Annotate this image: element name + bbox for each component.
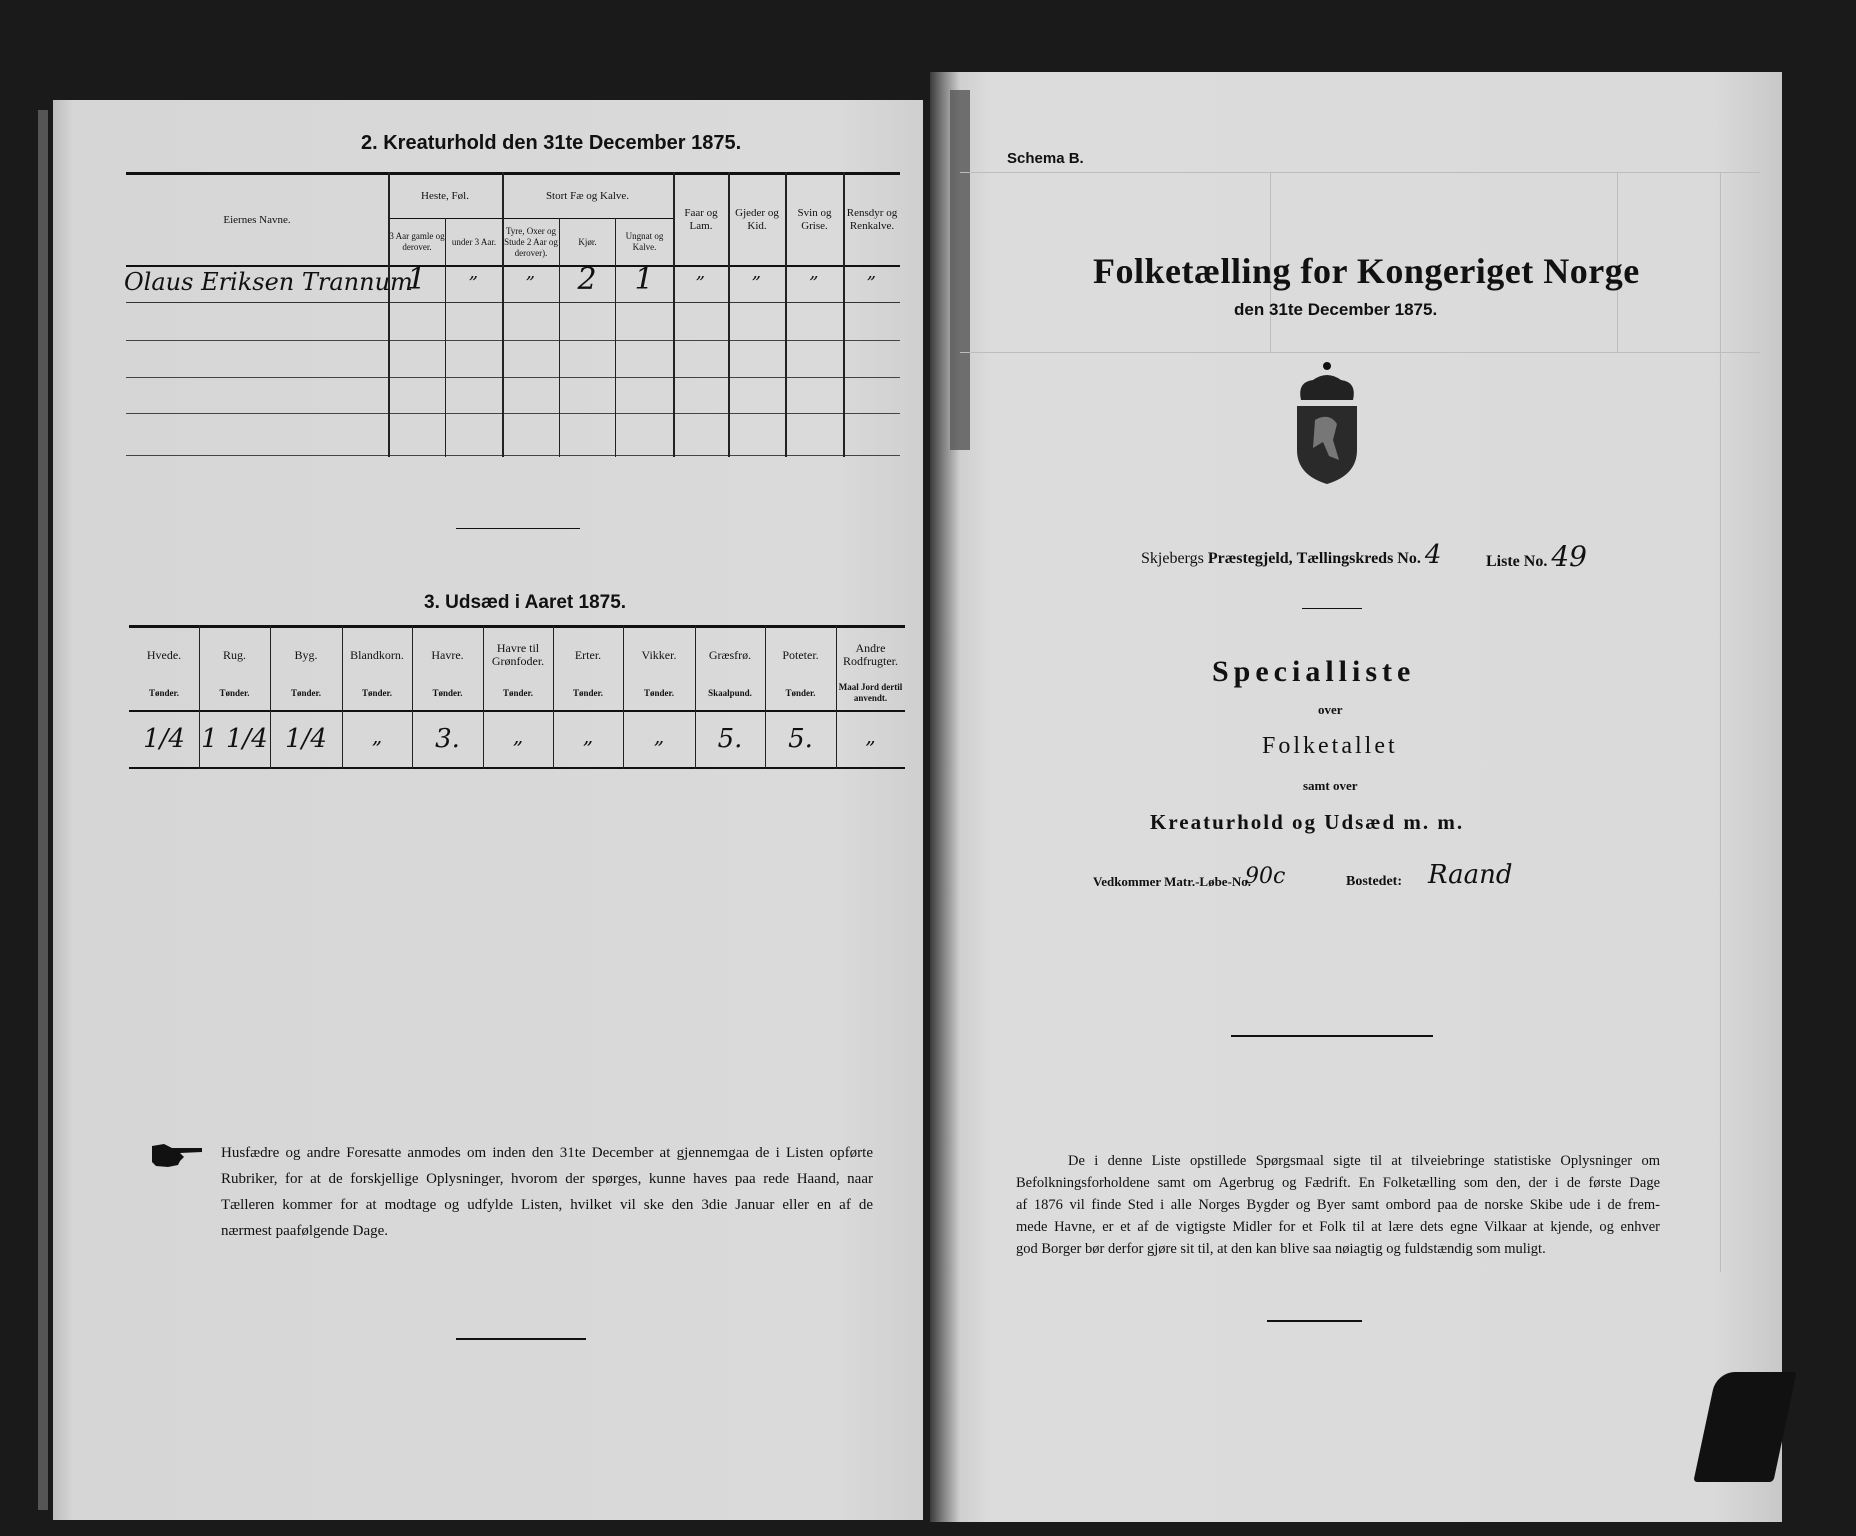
cell-value: „ <box>695 262 706 283</box>
header-cattle: Stort Fæ og Kalve. <box>545 190 630 202</box>
table-rule <box>126 302 900 303</box>
livestock-title: 2. Kreaturhold den 31te December 1875. <box>361 132 742 154</box>
separator-line <box>1231 1035 1433 1037</box>
seed-value: „ <box>865 724 876 748</box>
seed-header: Rug. <box>222 647 246 662</box>
notice-paragraph <box>221 1140 873 1244</box>
notice-line: Tælleren kommer for at modtage og udfylde Listen, hvilket vil ske den 3die Januar eller en af de <box>221 1197 873 1213</box>
cell-value: „ <box>468 262 479 283</box>
matr-label: Vedkommer Matr.-Løbe-No. <box>1093 874 1252 889</box>
seed-header: Havre. <box>431 647 464 662</box>
list-number: 49 <box>1551 540 1587 573</box>
header-reindeer: Rensdyr og Renkalve. <box>846 207 898 232</box>
bleed-through-line <box>960 352 1760 353</box>
info-line: god Borger bør derfor gjøre sit til, at den kan blive saa nøiagtig og fuldstændig som muligt. <box>1016 1241 1546 1257</box>
header-horses-young: under 3 Aar. <box>451 236 497 247</box>
seed-header: Havre til Grønfoder. <box>491 641 545 668</box>
separator-line <box>1267 1320 1362 1322</box>
notice-line: Husfædre og andre Foresatte anmodes om inden den 31te December at gjennemgaa de i Listen opførte <box>221 1145 873 1161</box>
bosted-value: Raand <box>1428 860 1513 890</box>
cell-value: „ <box>809 262 819 283</box>
district-number: 4 <box>1424 540 1442 570</box>
seed-unit: Tønder. <box>291 687 321 698</box>
cell-value: „ <box>751 262 762 283</box>
seed-value: „ <box>653 724 665 748</box>
table-rule <box>126 340 900 341</box>
info-line: De i denne Liste opstillede Spørgsmaal sigte til at tilveiebringe statistiske Oplysninger om <box>1068 1153 1660 1169</box>
separator-line <box>456 528 580 529</box>
matr-number: 90c <box>1245 864 1286 889</box>
header-horses: Heste, Føl. <box>421 190 469 202</box>
table-rule <box>126 377 900 378</box>
seed-header: Erter. <box>574 647 602 662</box>
notice-line: Rubriker, for at de forskjellige Oplysninger, hvorom der spørges, kunne haves paa rede Haand, naar <box>221 1171 873 1187</box>
samt-over-label: samt over <box>1303 778 1358 793</box>
pointing-hand-icon <box>150 1140 204 1170</box>
seed-unit: Tønder. <box>149 687 179 698</box>
owner-name: Olaus Eriksen Trannum <box>124 268 413 296</box>
seed-header: Andre Rodfrugter. <box>843 641 898 668</box>
table-rule <box>129 767 905 769</box>
table-rule <box>126 455 900 456</box>
census-title: Folketælling for Kongeriget Norge <box>1093 251 1640 291</box>
bleed-through-line <box>1720 172 1721 1272</box>
seed-unit: Tønder. <box>644 687 674 698</box>
seed-header: Poteter. <box>782 647 819 662</box>
header-sheep: Faar og Lam. <box>684 207 718 232</box>
seed-value: 1/4 <box>143 724 185 754</box>
parish-line <box>1141 540 1441 570</box>
seed-unit: Tønder. <box>785 687 816 698</box>
list-line <box>1486 540 1587 573</box>
header-goats: Gjeder og Kid. <box>735 207 779 232</box>
schema-label: Schema B. <box>1007 150 1084 167</box>
folketallet-heading: Folketallet <box>1262 733 1398 759</box>
seed-title: 3. Udsæd i Aaret 1875. <box>424 592 627 613</box>
seed-value: „ <box>371 724 383 748</box>
table-rule <box>129 710 905 712</box>
cell-value: „ <box>525 262 536 283</box>
cell-value: „ <box>866 262 877 283</box>
norway-coat-of-arms-icon <box>1293 360 1361 485</box>
info-line: mede Havne, er et af de vigtigste Midler for et Folk til at lære dets egne Vilkaar at kjende, og enhver <box>1016 1219 1660 1235</box>
seed-value: 1/4 <box>285 724 327 754</box>
bleed-through-line <box>960 172 1760 173</box>
separator-line <box>1302 608 1362 609</box>
cell-value: 2 <box>577 262 597 297</box>
seed-unit: Skaalpund. <box>708 687 752 698</box>
seed-unit: Tønder. <box>362 687 392 698</box>
seed-header: Byg. <box>294 647 318 662</box>
header-cows: Kjør. <box>578 236 597 247</box>
cell-value: 1 <box>634 262 654 297</box>
census-date: den 31te December 1875. <box>1234 300 1438 319</box>
seed-value: 5. <box>717 724 743 754</box>
kreaturhold-heading: Kreaturhold og Udsæd m. m. <box>1150 810 1465 834</box>
parish-label: Præstegjeld, <box>1207 550 1293 567</box>
table-rule <box>129 625 905 628</box>
seed-unit: Maal Jord dertil anvendt. <box>838 682 903 703</box>
seed-header: Blandkorn. <box>350 647 404 662</box>
district-label: Tællingskreds No. <box>1296 550 1421 567</box>
seed-header: Vikker. <box>641 647 677 662</box>
seed-unit: Tønder. <box>573 687 603 698</box>
seed-value: 5. <box>788 724 813 754</box>
info-paragraph <box>1016 1150 1660 1260</box>
info-line: af 1876 vil finde Sted i alle Norges Bygder og Byer samt ombord paa de norske Skibe ude i de frem- <box>1016 1197 1660 1213</box>
info-line: Befolkningsforholdene samt om Agerbrug og Fædrift. En Folketælling som den, der i de første Dage <box>1016 1175 1660 1191</box>
left-page <box>53 100 923 1520</box>
cell-value: 1 <box>406 262 427 297</box>
header-pigs: Svin og Grise. <box>797 207 832 232</box>
seed-value: 3. <box>435 724 460 754</box>
header-horses-old: 3 Aar gamle og derover. <box>389 231 445 252</box>
seed-value: „ <box>512 724 524 748</box>
separator-line <box>456 1338 586 1340</box>
seed-unit: Tønder. <box>432 687 463 698</box>
seed-header: Hvede. <box>146 647 182 662</box>
seed-unit: Tønder. <box>503 687 533 698</box>
seed-value: „ <box>582 724 594 748</box>
list-label: Liste No. <box>1486 553 1548 570</box>
seed-header: Græsfrø. <box>708 647 752 662</box>
header-bulls: Tyre, Oxer og Stude 2 Aar og derover). <box>504 225 558 258</box>
bosted-label: Bostedet: <box>1346 874 1402 889</box>
parish-name: Skjebergs <box>1141 550 1204 567</box>
table-rule <box>126 413 900 414</box>
book-edge <box>38 110 48 1510</box>
notice-line: nærmest paafølgende Dage. <box>221 1223 389 1239</box>
seed-unit: Tønder. <box>219 687 250 698</box>
seed-value: 1 1/4 <box>201 724 268 754</box>
header-owner: Eiernes Navne. <box>223 213 291 226</box>
over-label: over <box>1318 702 1343 717</box>
specialliste-heading: Specialliste <box>1212 655 1416 688</box>
header-young-cattle: Ungnat og Kalve. <box>625 231 664 252</box>
gutter-shadow <box>950 90 970 450</box>
